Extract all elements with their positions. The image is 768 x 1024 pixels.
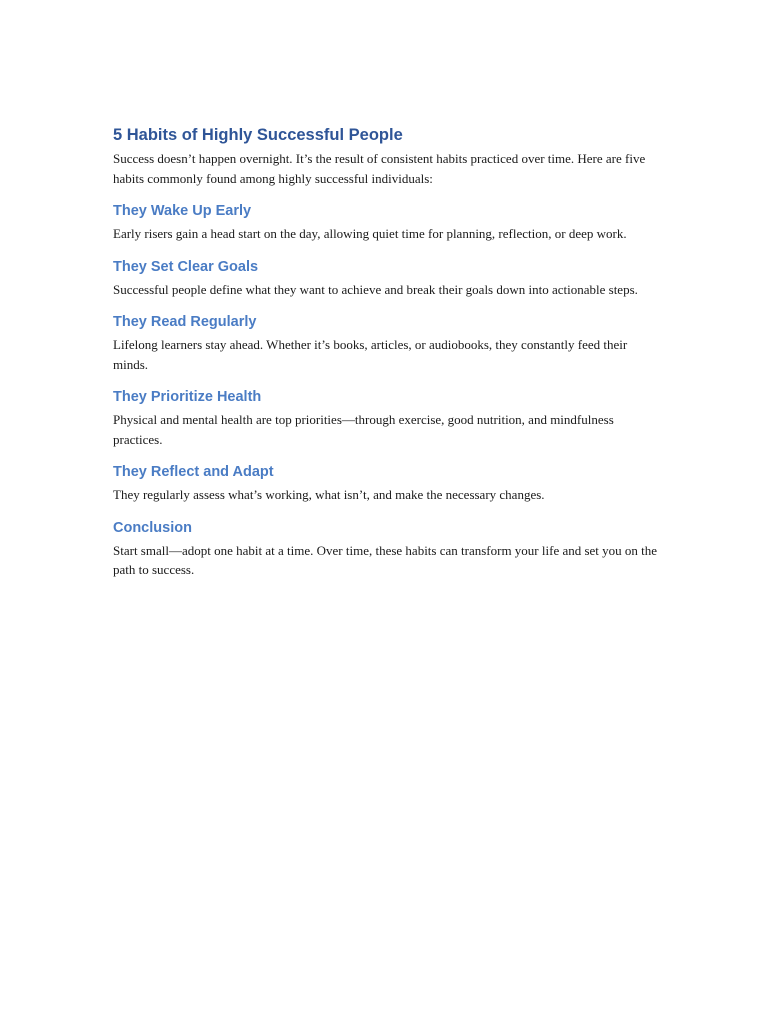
section-heading-conclusion: Conclusion bbox=[113, 519, 192, 536]
section-heading-prioritize-health: They Prioritize Health bbox=[113, 389, 262, 405]
document-page bbox=[113, 124, 663, 580]
section-body-prioritize-health: Physical and mental health are top priorities—through exercise, good nutrition, and mindfulness practices. bbox=[113, 412, 614, 447]
section-body-reflect-and-adapt: They regularly assess what’s working, what isn’t, and make the necessary changes. bbox=[113, 487, 545, 502]
section-heading-read-regularly: They Read Regularly bbox=[113, 314, 257, 330]
section-body-conclusion: Start small—adopt one habit at a time. Over time, these habits can transform your life and set you on the path to success. bbox=[113, 542, 658, 577]
section-body-set-clear-goals: Successful people define what they want to achieve and break their goals down into actionable steps. bbox=[113, 281, 638, 297]
document-title: 5 Habits of Highly Successful People bbox=[113, 126, 403, 144]
section-heading-wake-up-early: They Wake Up Early bbox=[113, 203, 252, 219]
section-heading-set-clear-goals: They Set Clear Goals bbox=[113, 258, 259, 275]
section-body-wake-up-early: Early risers gain a head start on the day, allowing quiet time for planning, reflection, or deep work. bbox=[113, 226, 627, 241]
intro-paragraph: Success doesn’t happen overnight. It’s the result of consistent habits practiced over time. Here are five habits commonly found among highly successful individuals: bbox=[113, 151, 646, 186]
section-heading-reflect-and-adapt: They Reflect and Adapt bbox=[113, 464, 274, 480]
section-body-read-regularly: Lifelong learners stay ahead. Whether it’s books, articles, or audiobooks, they constantly feed their minds. bbox=[113, 337, 628, 372]
